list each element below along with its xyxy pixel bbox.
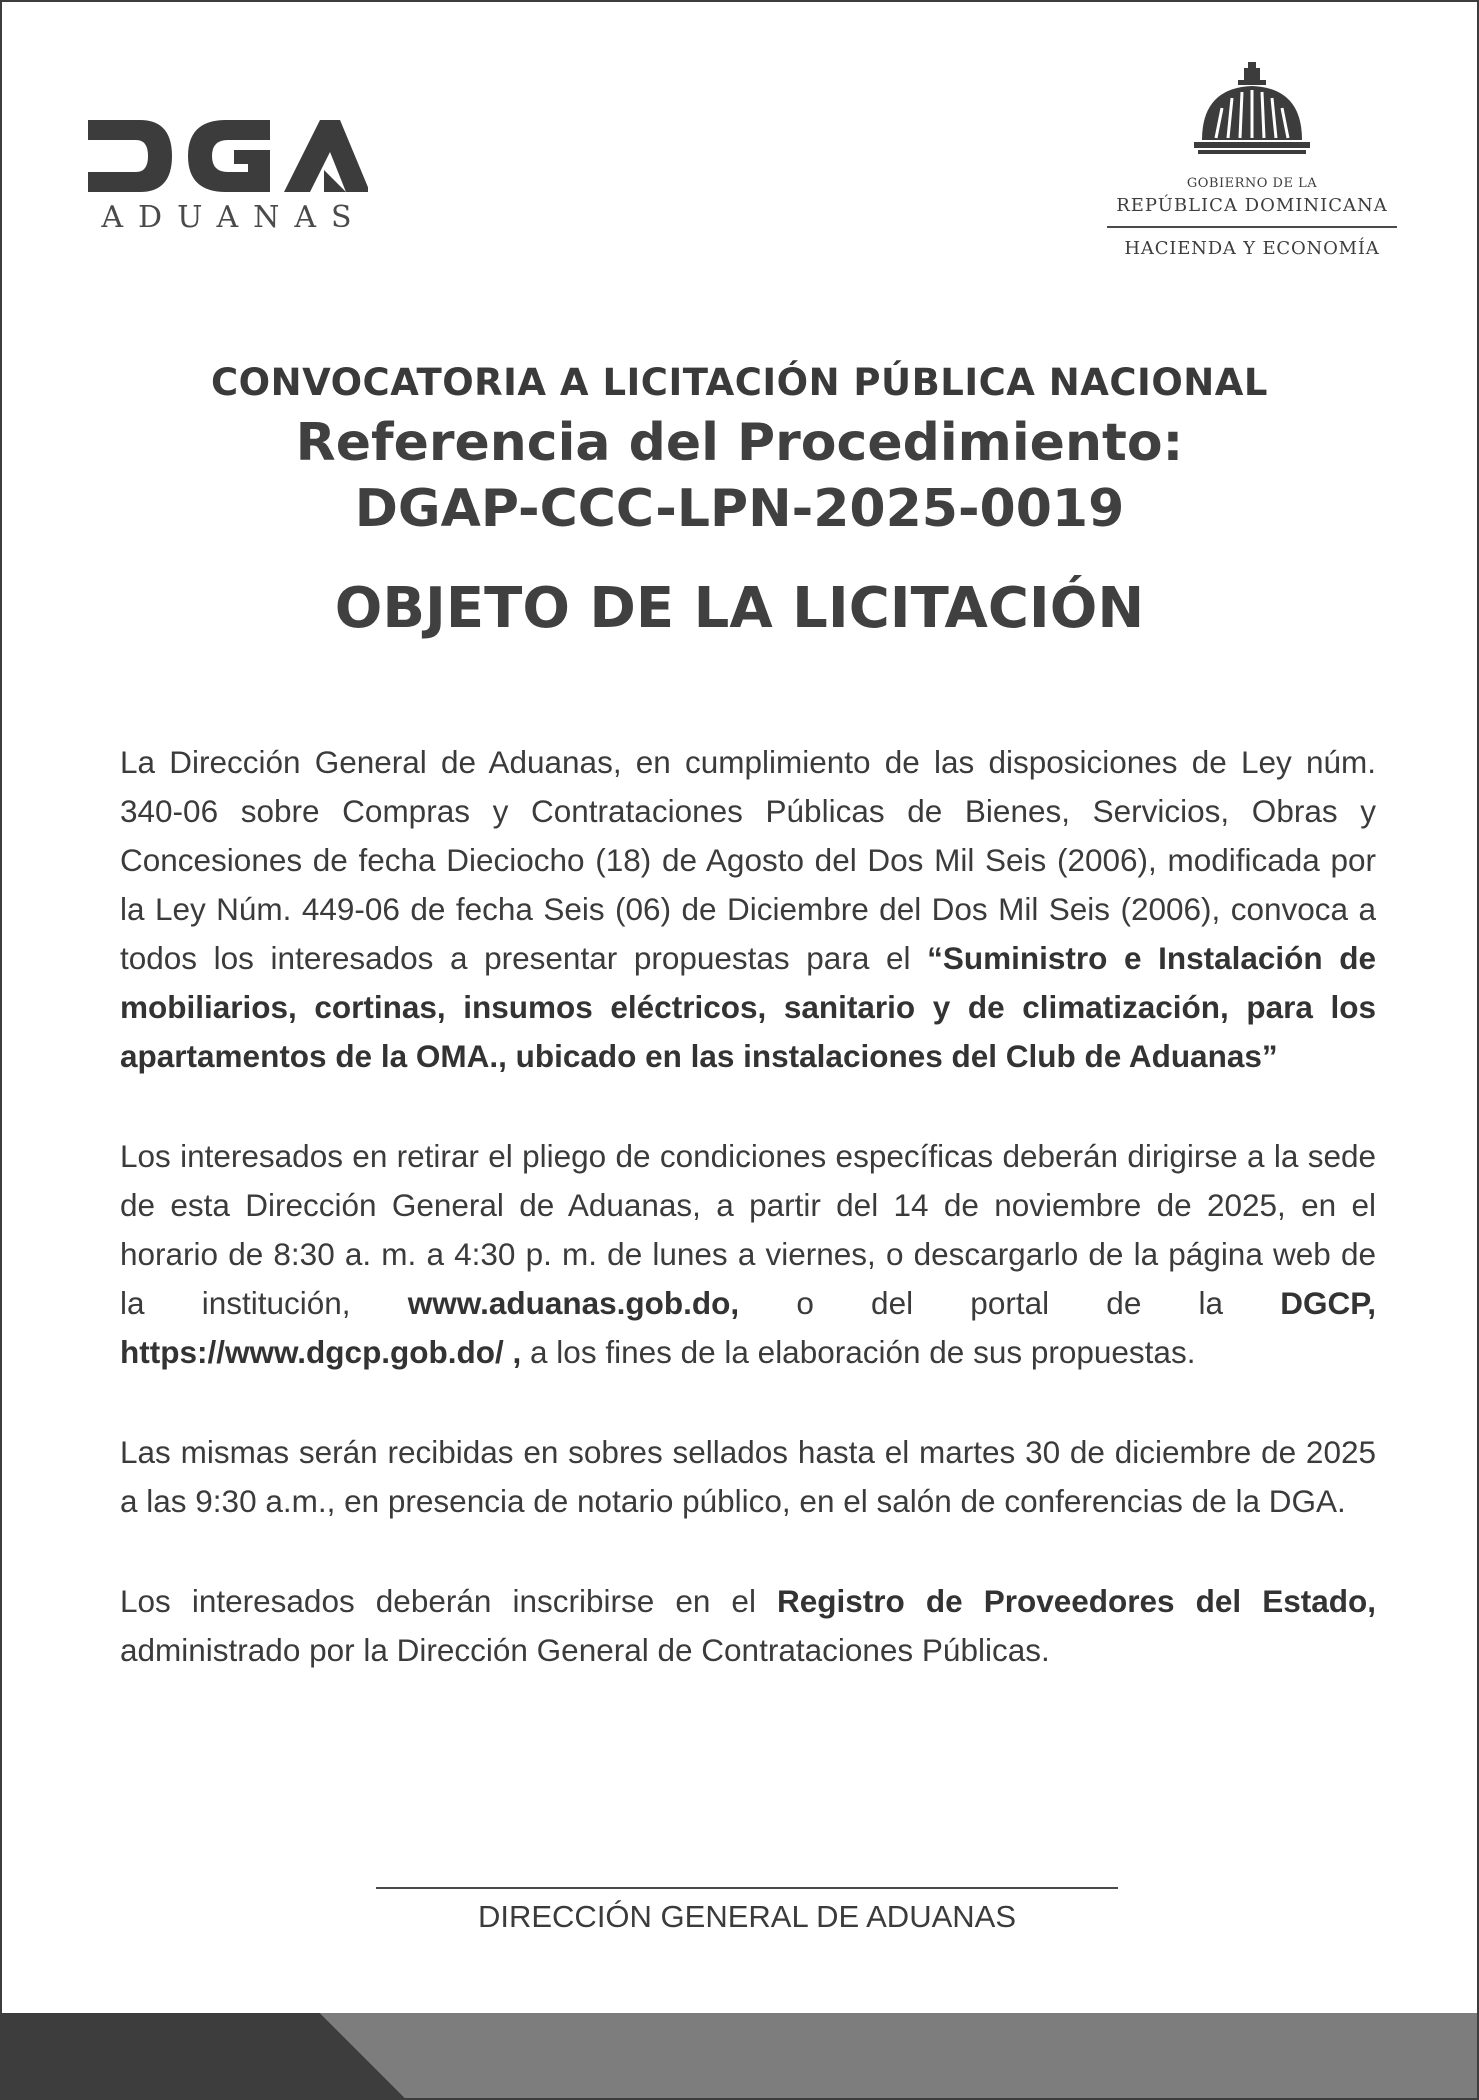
footer-band bbox=[2, 2013, 1477, 2098]
gov-line-1: GOBIERNO DE LA bbox=[1186, 176, 1318, 191]
paragraph-4-text-b: administrado por la Dirección General de Contrataciones Públicas. bbox=[120, 1632, 1050, 1668]
notice-body bbox=[120, 738, 1376, 1726]
paragraph-2 bbox=[120, 1132, 1376, 1377]
paragraph-1-text: La Dirección General de Aduanas, en cumplimiento de las disposiciones de Ley núm. 340-06 sobre Compras y Contrataciones Públicas de Bienes, Servicios, Obras y Concesiones de fecha Dieciocho (18) de Agosto del Dos Mil Seis (2006), modificada por la Ley Núm. 449-06 de fecha Seis (06) de Diciembre del Dos Mil Seis (2006), convoca a todos los interesados a presentar propuestas para el bbox=[120, 744, 1376, 976]
dga-subtitle: ADUANAS bbox=[101, 200, 367, 235]
dga-logo-mark bbox=[88, 120, 368, 200]
footer-light-band bbox=[320, 2013, 1477, 2098]
paragraph-3: Las mismas serán recibidas en sobres sellados hasta el martes 30 de diciembre de 2025 a las 9:30 a.m., en presencia de notario público, en el salón de conferencias de la DGA. bbox=[120, 1434, 1376, 1519]
aduanas-website-link[interactable]: www.aduanas.gob.do, bbox=[407, 1285, 740, 1321]
registro-proveedores: Registro de Proveedores del Estado, bbox=[777, 1583, 1376, 1619]
objeto-heading: OBJETO DE LA LICITACIÓN bbox=[334, 576, 1145, 641]
dgcp-website-link[interactable]: https://www.dgcp.gob.do/ , bbox=[120, 1334, 522, 1370]
paragraph-1-object: “Suministro e Instalación de mobiliarios, cortinas, insumos eléctricos, sanitario y de climatización, para los apartamentos de la OMA., ubicado en las instalaciones del Club de Aduanas” bbox=[120, 940, 1376, 1074]
paragraph-2-text-b: o del portal de la bbox=[739, 1285, 1281, 1321]
signature-text: DIRECCIÓN GENERAL DE ADUANAS bbox=[477, 1899, 1017, 1934]
gov-line-2: REPÚBLICA DOMINICANA bbox=[1116, 195, 1388, 216]
gobierno-rd-logo bbox=[1102, 60, 1402, 280]
gov-divider bbox=[1107, 226, 1397, 228]
referencia-label: Referencia del Procedimiento: bbox=[295, 413, 1184, 473]
paragraph-2-text-a: Los interesados en retirar el pliego de condiciones específicas deberán dirigirse a la sede de esta Dirección General de Aduanas, a partir del 14 de noviembre de 2025, en el horario de 8:30 a. m. a 4:30 p. m. de lunes a viernes, o descargarlo de la página web de la institución, bbox=[120, 1138, 1376, 1321]
paragraph-4 bbox=[120, 1577, 1376, 1675]
convocatoria-heading: CONVOCATORIA A LICITACIÓN PÚBLICA NACIONAL bbox=[211, 361, 1268, 404]
capitol-dome-icon bbox=[1192, 60, 1312, 170]
referencia-code: DGAP-CCC-LPN-2025-0019 bbox=[354, 479, 1125, 539]
paragraph-2-text-c: a los fines de la elaboración de sus propuestas. bbox=[521, 1334, 1196, 1370]
dga-aduanas-logo bbox=[88, 120, 368, 238]
dgcp-label: DGCP, bbox=[1280, 1285, 1376, 1321]
paragraph-4-text-a: Los interesados deberán inscribirse en el bbox=[120, 1583, 778, 1619]
paragraph-1 bbox=[120, 738, 1376, 1081]
signature-line bbox=[376, 1887, 1118, 1889]
gov-line-3: HACIENDA Y ECONOMÍA bbox=[1124, 238, 1380, 259]
title-block bbox=[2, 358, 1477, 646]
